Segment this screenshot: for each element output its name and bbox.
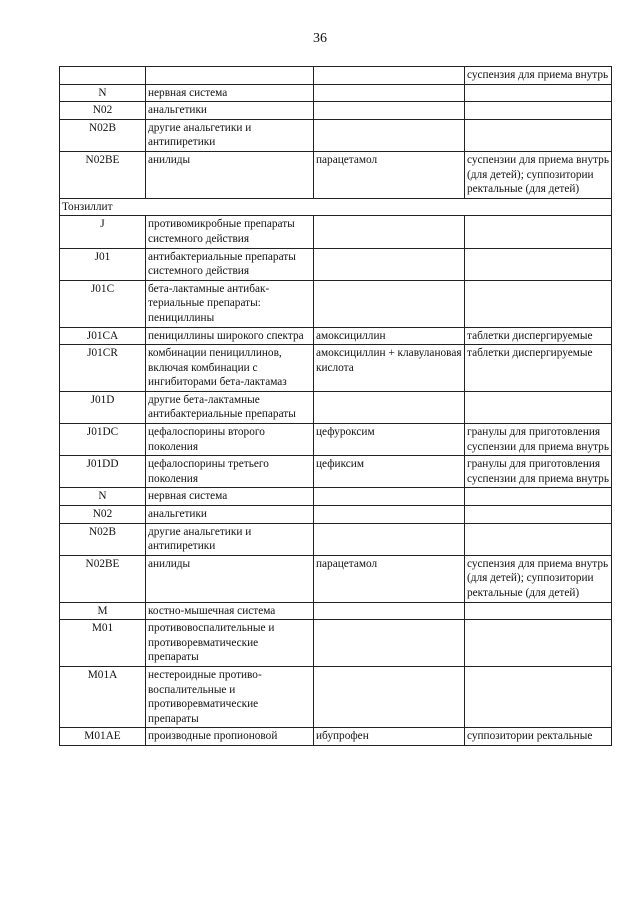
atc-code-cell: J01 <box>60 248 146 280</box>
substance-cell <box>314 248 465 280</box>
group-cell: другие бета-лактамные антибактериальные препараты <box>146 391 314 423</box>
table-row <box>60 151 612 198</box>
group-cell: противовоспалительные и противоревматические препараты <box>146 620 314 667</box>
atc-code-cell: J01CR <box>60 345 146 392</box>
table-row <box>60 216 612 248</box>
section-row <box>60 198 612 216</box>
group-cell: пенициллины широкого спектра <box>146 327 314 345</box>
table-row <box>60 555 612 602</box>
group-cell: цефалоспорины второго поколения <box>146 424 314 456</box>
atc-code-cell: M01A <box>60 666 146 727</box>
group-cell: нервная система <box>146 488 314 506</box>
substance-cell <box>314 506 465 524</box>
group-cell: анальгетики <box>146 506 314 524</box>
group-cell: костно-мышечная система <box>146 602 314 620</box>
dosage-form-cell <box>465 102 612 120</box>
atc-code-cell: J01DD <box>60 456 146 488</box>
table-row <box>60 456 612 488</box>
atc-code-cell: N02 <box>60 506 146 524</box>
group-cell: анилиды <box>146 151 314 198</box>
table-row <box>60 523 612 555</box>
dosage-form-cell: суспензия для приема внутрь <box>465 67 612 85</box>
table-row <box>60 248 612 280</box>
substance-cell <box>314 391 465 423</box>
table-row <box>60 102 612 120</box>
dosage-form-cell: гранулы для приготовления суспензии для приема внутрь <box>465 456 612 488</box>
atc-code-cell: N02B <box>60 523 146 555</box>
substance-cell: амоксициллин + клавулановая кислота <box>314 345 465 392</box>
dosage-form-cell <box>465 84 612 102</box>
substance-cell <box>314 620 465 667</box>
table-row <box>60 488 612 506</box>
dosage-form-cell: таблетки диспергируемые <box>465 345 612 392</box>
table-row <box>60 666 612 727</box>
substance-cell: амоксициллин <box>314 327 465 345</box>
atc-code-cell <box>60 67 146 85</box>
substance-cell <box>314 280 465 327</box>
group-cell: противомикробные препараты системного действия <box>146 216 314 248</box>
substance-cell <box>314 602 465 620</box>
substance-cell <box>314 523 465 555</box>
group-cell: комбинации пенициллинов, включая комбинации с ингибиторами бета-лактамаз <box>146 345 314 392</box>
atc-code-cell: N <box>60 488 146 506</box>
group-cell: нестероидные противо-воспалительные и противоревматические препараты <box>146 666 314 727</box>
substance-cell <box>314 67 465 85</box>
group-cell: производные пропионовой <box>146 728 314 746</box>
table-row <box>60 280 612 327</box>
substance-cell <box>314 84 465 102</box>
atc-code-cell: N02BE <box>60 555 146 602</box>
atc-code-cell: J01CA <box>60 327 146 345</box>
substance-cell: ибупрофен <box>314 728 465 746</box>
atc-code-cell: N02B <box>60 119 146 151</box>
atc-code-cell: M <box>60 602 146 620</box>
substance-cell: цефиксим <box>314 456 465 488</box>
atc-code-cell: J01DC <box>60 424 146 456</box>
dosage-form-cell: суспензия для приема внутрь (для детей); суппозитории ректальные (для детей) <box>465 555 612 602</box>
atc-code-cell: J01D <box>60 391 146 423</box>
dosage-form-cell <box>465 620 612 667</box>
substance-cell <box>314 488 465 506</box>
dosage-form-cell <box>465 523 612 555</box>
table-row <box>60 391 612 423</box>
atc-code-cell: N <box>60 84 146 102</box>
substance-cell <box>314 102 465 120</box>
dosage-form-cell <box>465 248 612 280</box>
table-row <box>60 424 612 456</box>
atc-code-cell: N02 <box>60 102 146 120</box>
dosage-form-cell: суппозитории ректальные <box>465 728 612 746</box>
atc-code-cell: J01C <box>60 280 146 327</box>
drug-table-body <box>60 67 612 746</box>
drug-table <box>59 66 612 746</box>
dosage-form-cell <box>465 506 612 524</box>
table-row <box>60 506 612 524</box>
table-row <box>60 728 612 746</box>
group-cell <box>146 67 314 85</box>
dosage-form-cell: суспензии для приема внутрь (для детей); суппозитории ректальные (для детей) <box>465 151 612 198</box>
group-cell: анилиды <box>146 555 314 602</box>
substance-cell <box>314 216 465 248</box>
group-cell: другие анальгетики и антипиретики <box>146 523 314 555</box>
table-row <box>60 602 612 620</box>
group-cell: цефалоспорины третьего поколения <box>146 456 314 488</box>
substance-cell: парацетамол <box>314 151 465 198</box>
group-cell: бета-лактамные антибак-териальные препараты: пенициллины <box>146 280 314 327</box>
table-row <box>60 67 612 85</box>
dosage-form-cell: гранулы для приготовления суспензии для приема внутрь <box>465 424 612 456</box>
table-row <box>60 84 612 102</box>
substance-cell: цефуроксим <box>314 424 465 456</box>
atc-code-cell: N02BE <box>60 151 146 198</box>
dosage-form-cell <box>465 216 612 248</box>
dosage-form-cell <box>465 666 612 727</box>
substance-cell: парацетамол <box>314 555 465 602</box>
dosage-form-cell: таблетки диспергируемые <box>465 327 612 345</box>
dosage-form-cell <box>465 602 612 620</box>
group-cell: другие анальгетики и антипиретики <box>146 119 314 151</box>
atc-code-cell: M01 <box>60 620 146 667</box>
table-row <box>60 327 612 345</box>
group-cell: анальгетики <box>146 102 314 120</box>
dosage-form-cell <box>465 119 612 151</box>
table-row <box>60 345 612 392</box>
page-number: 36 <box>313 31 327 46</box>
table-row <box>60 119 612 151</box>
table-row <box>60 620 612 667</box>
section-title: Тонзиллит <box>60 198 612 216</box>
group-cell: антибактериальные препараты системного действия <box>146 248 314 280</box>
atc-code-cell: M01AE <box>60 728 146 746</box>
dosage-form-cell <box>465 488 612 506</box>
substance-cell <box>314 119 465 151</box>
dosage-form-cell <box>465 280 612 327</box>
dosage-form-cell <box>465 391 612 423</box>
substance-cell <box>314 666 465 727</box>
group-cell: нервная система <box>146 84 314 102</box>
atc-code-cell: J <box>60 216 146 248</box>
